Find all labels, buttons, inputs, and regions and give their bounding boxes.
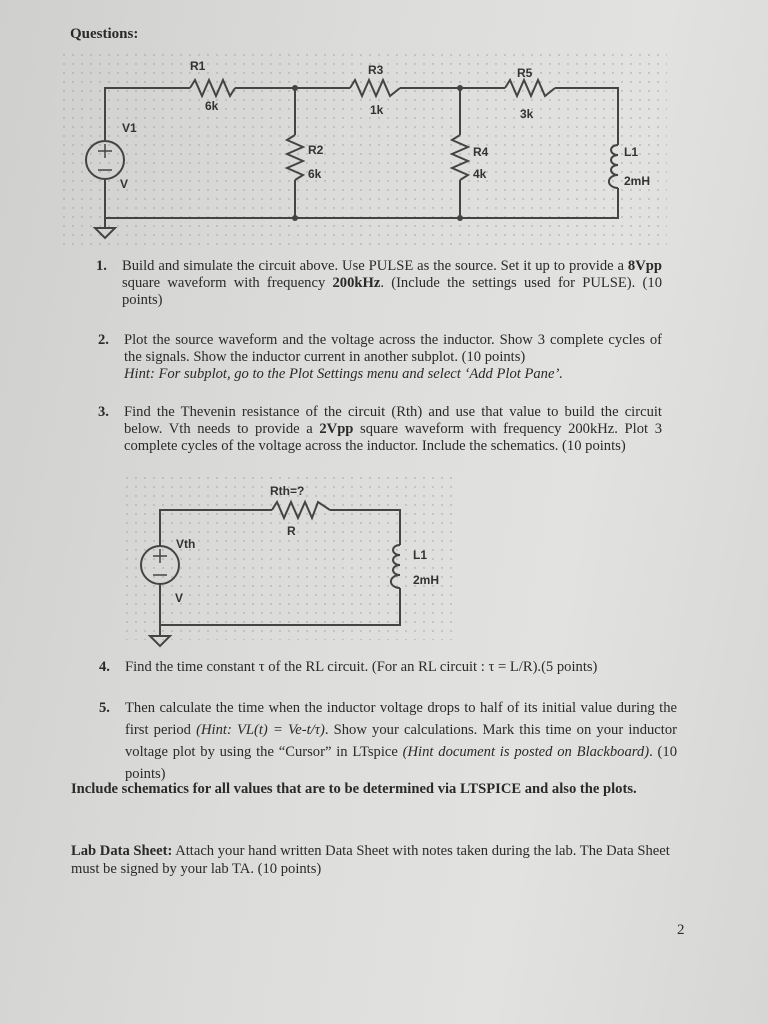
bold-text: 8Vpp [627,258,662,274]
text: Find the Thevenin resistance of the circuit (Rth) and use that value to build the circuit below. Vth needs to provide a [124,404,662,437]
question-number: 1. [96,258,107,274]
question-number: 2. [98,332,109,348]
text: . Show your calculations. Mark this time on your inductor voltage plot by using the “Cursor” in LTspice [125,722,677,760]
node-dot [292,85,298,91]
question-3 [98,404,662,455]
l1-value-circuit2: 2mH [413,573,440,587]
r5-label: R5 [517,66,533,80]
hint-text: (Hint document is posted on Blackboard) [402,744,650,760]
r4-label: R4 [473,145,489,159]
question-5 [99,697,677,785]
text: Then calculate the time when the inductor voltage drops to half of its initial value during the first period [125,700,677,738]
question-number: 3. [98,404,109,420]
rth-value: R [287,524,296,538]
lab-data-sheet [71,842,687,878]
vth-label: Vth [176,537,196,551]
hint-text: (Hint: VL(t) = Ve-t/τ) [196,722,325,738]
r3-value: 1k [370,103,384,117]
question-2 [98,332,662,383]
node-dot [457,215,463,221]
node-dot [457,85,463,91]
hint-text: Hint: For subplot, go to the Plot Settings menu and select ‘Add Plot Pane’. [124,366,563,382]
lab-sheet-text: Attach your hand written Data Sheet with notes taken during the lab. The Data Sheet must be signed by your lab TA. (10 points) [71,843,670,877]
questions-heading: Questions: [70,26,139,42]
text: . (Include the settings used for PULSE). (10 points) [122,275,663,308]
r3-label: R3 [368,63,384,77]
text: Find the time constant τ of the RL circuit. (For an RL circuit : τ = L/R).(5 points) [125,659,598,675]
question-4 [99,659,685,676]
rth-label: Rth=? [270,484,305,498]
lab-sheet-label: Lab Data Sheet: [71,843,173,859]
vth-value: V [175,591,184,605]
question-number: 5. [99,700,110,716]
l1-label-circuit2: L1 [413,548,428,562]
l1-value: 2mH [624,174,651,188]
r1-label: R1 [190,59,206,73]
text: . (10 points) [125,744,677,782]
text: Build and simulate the circuit above. Use PULSE as the source. Set it up to provide a [122,258,628,274]
v1-value: V [120,177,129,191]
r2-value: 6k [308,167,322,181]
text: square waveform with frequency [122,275,333,291]
r5-value: 3k [520,107,534,121]
question-1 [96,258,663,309]
page-number: 2 [677,922,685,938]
v1-label: V1 [122,121,137,135]
l1-label: L1 [624,145,639,159]
bold-text: 2Vpp [319,421,354,437]
grid-background-1 [62,50,667,250]
text: square waveform with frequency 200kHz. Plot 3 complete cycles of the voltage across the inductor. Include the schematics. (10 points) [124,421,662,454]
r1-value: 6k [205,99,219,113]
node-dot [292,215,298,221]
text: Plot the source waveform and the voltage across the inductor. Show 3 complete cycles of the signals. Show the inductor current in another subplot. (10 points) [124,332,662,365]
bold-text: 200kHz [332,275,381,291]
question-number: 4. [99,659,110,675]
r4-value: 4k [473,167,487,181]
include-schematics-note: Include schematics for all values that are to be determined via LTSPICE and also the plots. [71,781,637,797]
r2-label: R2 [308,143,324,157]
